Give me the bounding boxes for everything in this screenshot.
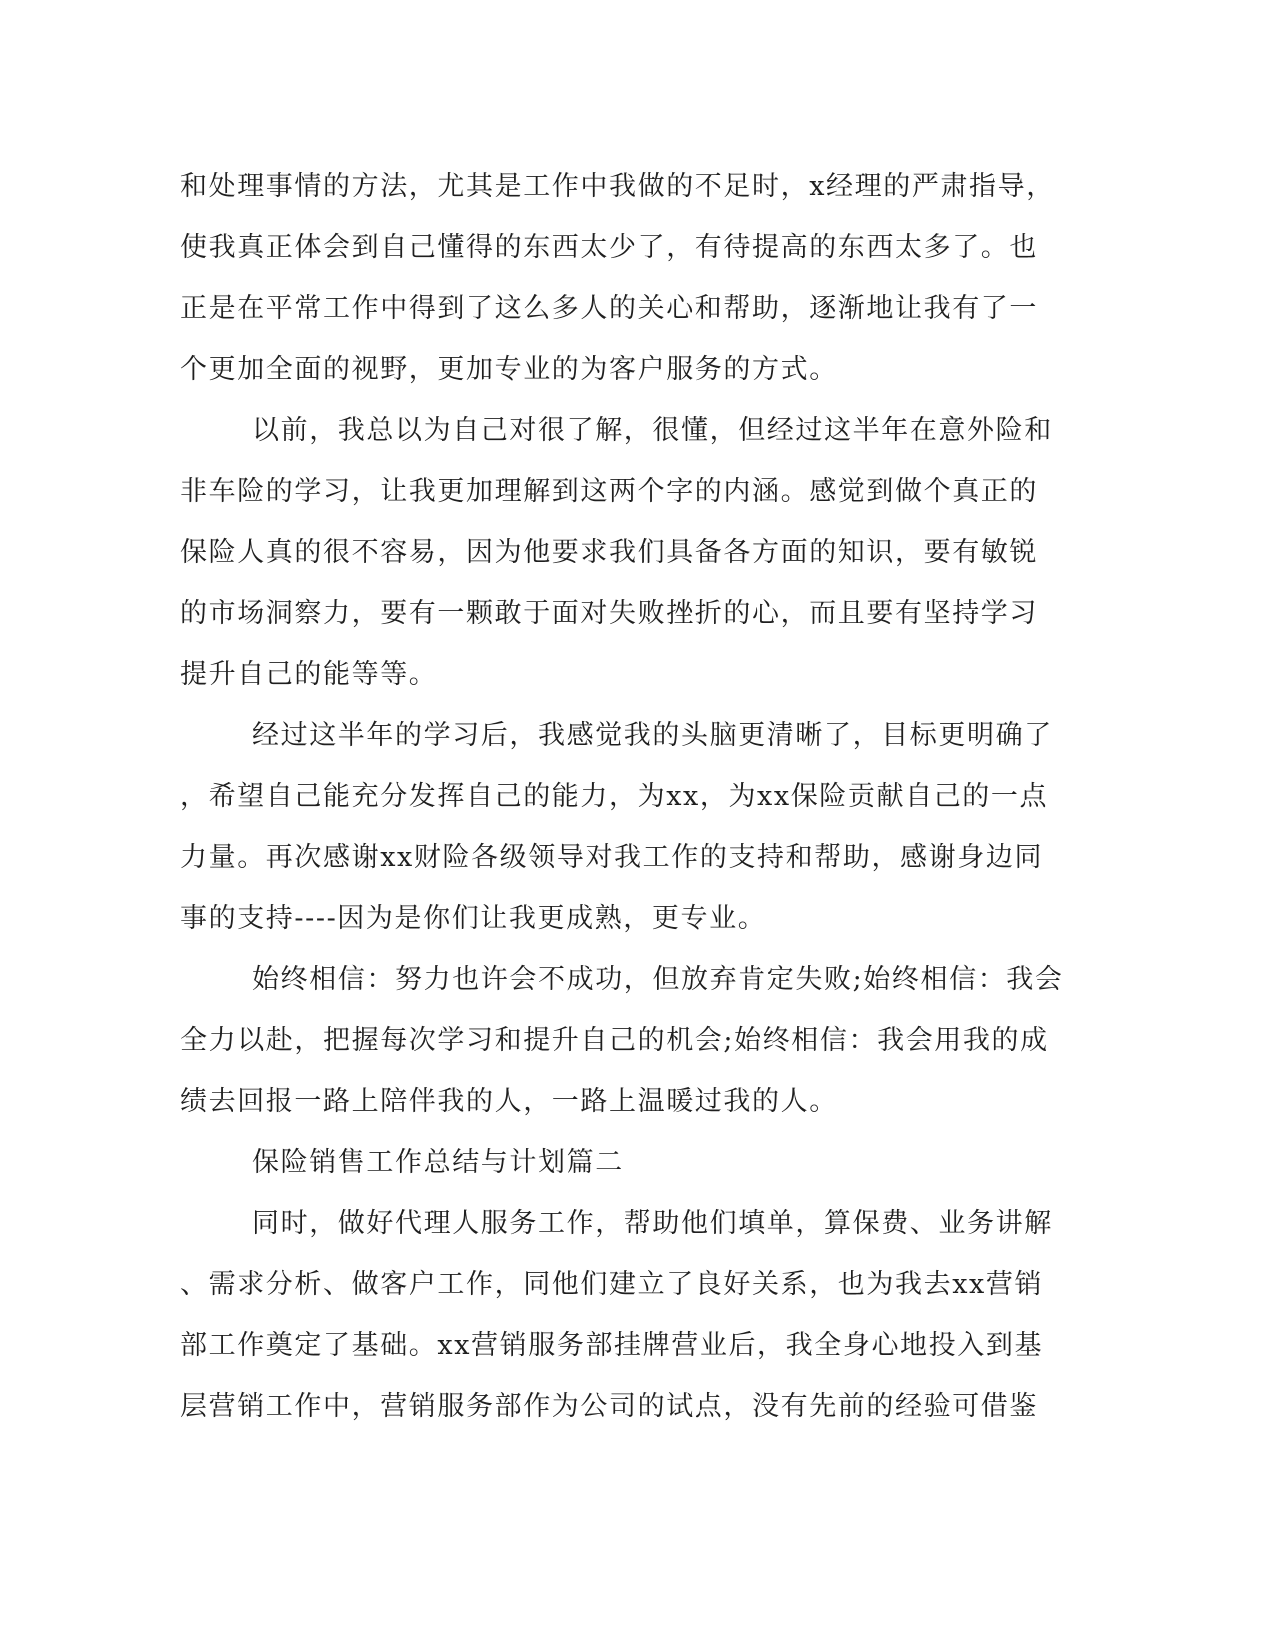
text-line: 事的支持----因为是你们让我更成熟，更专业。	[180, 903, 767, 934]
paragraph-start-line: 同时，做好代理人服务工作，帮助他们填单，算保费、业务讲解	[252, 1208, 1053, 1239]
paragraph-start-line: 始终相信：努力也许会不成功，但放弃肯定失败;始终相信：我会	[252, 964, 1064, 995]
text-line: 力量。再次感谢xx财险各级领导对我工作的支持和帮助，感谢身边同	[180, 842, 1044, 873]
text-line: 部工作奠定了基础。xx营销服务部挂牌营业后，我全身心地投入到基	[180, 1330, 1044, 1361]
text-line: 正是在平常工作中得到了这么多人的关心和帮助，逐渐地让我有了一	[180, 293, 1038, 324]
section-heading: 保险销售工作总结与计划篇二	[252, 1147, 624, 1178]
text-line: 层营销工作中，营销服务部作为公司的试点，没有先前的经验可借鉴	[180, 1391, 1038, 1422]
text-line: 、需求分析、做客户工作，同他们建立了良好关系，也为我去xx营销	[180, 1269, 1044, 1300]
text-line: 提升自己的能等等。	[180, 659, 438, 690]
text-line: 绩去回报一路上陪伴我的人，一路上温暖过我的人。	[180, 1086, 838, 1117]
paragraph-start-line: 以前，我总以为自己对很了解，很懂，但经过这半年在意外险和	[252, 415, 1053, 446]
text-line: 个更加全面的视野，更加专业的为客户服务的方式。	[180, 354, 838, 385]
text-line: 和处理事情的方法，尤其是工作中我做的不足时，x经理的严肃指导，	[180, 171, 1055, 202]
paragraph-start-line: 经过这半年的学习后，我感觉我的头脑更清晰了，目标更明确了	[252, 720, 1053, 751]
text-line: ，希望自己能充分发挥自己的能力，为xx，为xx保险贡献自己的一点	[180, 781, 1049, 812]
document-body	[180, 156, 1064, 1437]
text-line: 的市场洞察力，要有一颗敢于面对失败挫折的心，而且要有坚持学习	[180, 598, 1038, 629]
text-line: 全力以赴，把握每次学习和提升自己的机会;始终相信：我会用我的成	[180, 1025, 1049, 1056]
text-line: 非车险的学习，让我更加理解到这两个字的内涵。感觉到做个真正的	[180, 476, 1038, 507]
text-line: 使我真正体会到自己懂得的东西太少了，有待提高的东西太多了。也	[180, 232, 1038, 263]
text-line: 保险人真的很不容易，因为他要求我们具备各方面的知识，要有敏锐	[180, 537, 1038, 568]
